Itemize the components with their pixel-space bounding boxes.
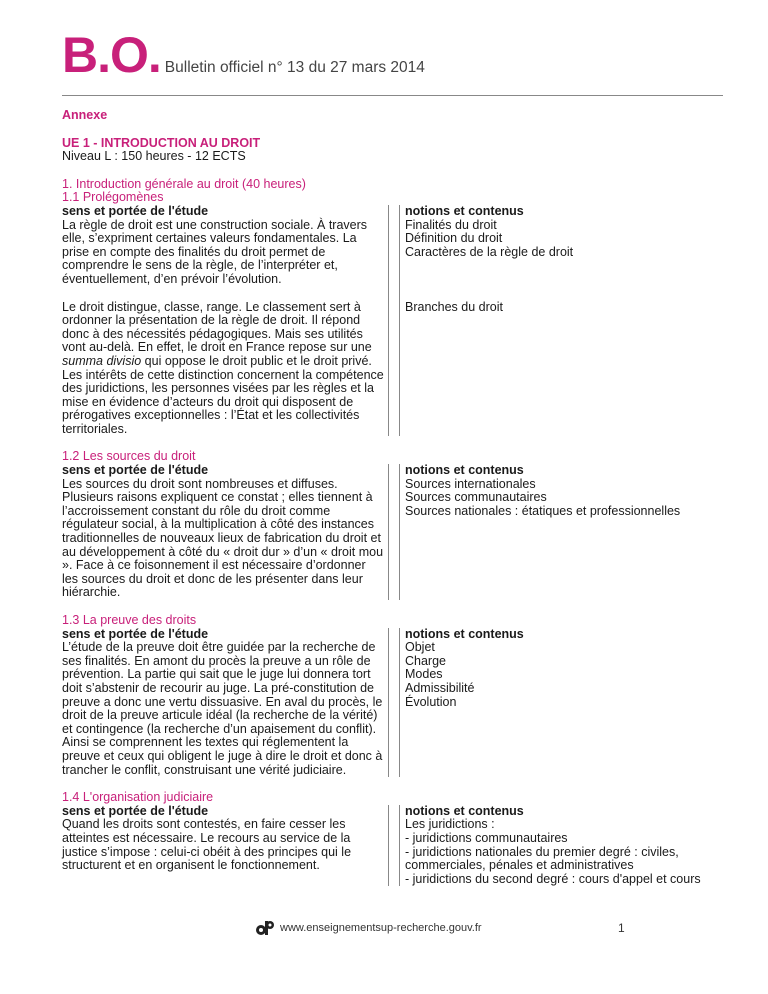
notion-item: Sources communautaires — [405, 490, 547, 505]
document-header — [62, 27, 425, 83]
footer-url[interactable]: www.enseignementsup-recherche.gouv.fr — [280, 922, 482, 934]
study-paragraph: La règle de droit est une construction sociale. À travers elle, s’expriment certaines valeurs fondamentales. La prise en compte des finalités du droit permet de comprendre le sens de la règle, de l’interpréter et, éventuellement, d’en prévoir l’évolution. — [62, 217, 368, 286]
section-1-1-row-2 — [62, 301, 727, 437]
notion-item: Les juridictions : — [405, 817, 495, 832]
notions-column — [399, 464, 725, 600]
header-divider — [62, 95, 723, 96]
study-column — [62, 805, 389, 887]
section-1-4-row — [62, 805, 727, 887]
ue-level: Niveau L : 150 heures - 12 ECTS — [62, 149, 246, 164]
study-paragraph: Quand les droits sont contestés, en faire cesser les atteintes est nécessaire. Le recours au service de la justice s’impose : celui-ci obéit à des principes qui le structurent et en organisent le fonctionnement. — [62, 817, 352, 873]
notions-column — [399, 628, 725, 778]
bo-logo: B.O. — [62, 27, 161, 83]
notion-item: Branches du droit — [405, 299, 503, 314]
study-paragraph: L’étude de la preuve doit être guidée par la recherche de ses finalités. En amont du procès la preuve a un rôle de prévention. La partie qui sait que le juge lui donnera tort doit s’abstenir de recourir au juge. La pré-constitution de preuve a donc une vertu dissuasive. En aval du procès, le droit de la preuve articule idéal (la recherche de la vérité) et contingence (la recherche d’un apaisement du conflit). Ainsi se comprennent les textes qui réglementent la preuve et ceux qui obligent le juge à dire le droit et donc à trancher le conflit, construisant une vérité judiciaire. — [62, 640, 383, 777]
notion-item: Caractères de la règle de droit — [405, 244, 574, 259]
notions-heading: notions et contenus — [405, 463, 524, 478]
notion-item: - juridictions communautaires — [405, 830, 568, 845]
study-column — [62, 628, 389, 778]
notion-item: Sources internationales — [405, 476, 536, 491]
section-1-4-title: 1.4 L'organisation judiciaire — [62, 790, 214, 805]
footer-website-link[interactable] — [255, 920, 482, 936]
study-column — [62, 205, 389, 301]
ue-title: UE 1 - INTRODUCTION AU DROIT — [62, 135, 261, 150]
notions-heading: notions et contenus — [405, 626, 524, 641]
ministry-logo-icon — [255, 920, 275, 936]
study-paragraph: Les sources du droit sont nombreuses et diffuses. Plusieurs raisons expliquent ce constat ; elles tiennent à l’accroissement constant du rôle du droit comme régulateur social, à la multiplication à côté des instances traditionnelles de nouveaux lieux de fabrication du droit et au développement à côté du « droit dur » d’un « droit mou ». Face à ce foisonnement il est nécessaire d’ordonner les sources du droit et donc de les présenter dans leur hiérarchie. — [62, 476, 384, 600]
summa-divisio-term: summa divisio — [62, 353, 142, 368]
annex-label: Annexe — [62, 108, 108, 122]
notions-heading: notions et contenus — [405, 803, 524, 818]
notion-item: Finalités du droit — [405, 217, 497, 232]
document-body — [62, 109, 727, 886]
notion-item: Charge — [405, 653, 446, 668]
notion-item: Modes — [405, 667, 443, 682]
notions-column — [399, 805, 725, 887]
section-1-2-title: 1.2 Les sources du droit — [62, 449, 196, 464]
notion-item: Définition du droit — [405, 231, 503, 246]
section-1-1-title: 1.1 Prolégomènes — [62, 190, 164, 205]
section-1-3-row — [62, 628, 727, 778]
study-heading: sens et portée de l'étude — [62, 803, 209, 818]
section-1-title: 1. Introduction générale au droit (40 heures) — [62, 176, 306, 191]
notions-column — [399, 205, 725, 301]
section-1-2-row — [62, 464, 727, 600]
section-1-3-title: 1.3 La preuve des droits — [62, 613, 197, 627]
notion-item: - juridictions du second degré : cours d'appel et cours — [405, 871, 701, 886]
page-number: 1 — [618, 921, 625, 935]
notions-heading: notions et contenus — [405, 203, 524, 218]
notion-item: Évolution — [405, 694, 457, 709]
notion-item: Objet — [405, 640, 435, 655]
notion-item: Admissibilité — [405, 680, 475, 695]
study-column — [62, 464, 389, 600]
study-column — [62, 301, 389, 437]
study-heading: sens et portée de l'étude — [62, 626, 209, 641]
notions-column — [399, 301, 725, 437]
study-heading: sens et portée de l'étude — [62, 203, 209, 218]
bulletin-subtitle: Bulletin officiel n° 13 du 27 mars 2014 — [164, 59, 425, 76]
study-paragraph: Le droit distingue, classe, range. Le classement sert à ordonner la présentation de la règle de droit. Il répond donc à des nécessités pédagogiques. Mais ses utilités vont au-delà. En effet, le droit en France repose sur une summa divisio qui oppose le droit public et le droit privé. Les intérêts de cette distinction concernent la compétence des juridictions, les personnes visées par les règles et la mise en évidence d’acteurs du droit qui disposent de prérogatives exceptionnelles : l’État et les collectivités territoriales. — [62, 299, 384, 436]
section-1-1-row-1 — [62, 205, 727, 301]
study-heading: sens et portée de l'étude — [62, 463, 209, 478]
notion-item: Sources nationales : étatiques et professionnelles — [405, 503, 681, 518]
notion-item: - juridictions nationales du premier degré : civiles, commerciales, pénales et administratives — [405, 844, 679, 873]
